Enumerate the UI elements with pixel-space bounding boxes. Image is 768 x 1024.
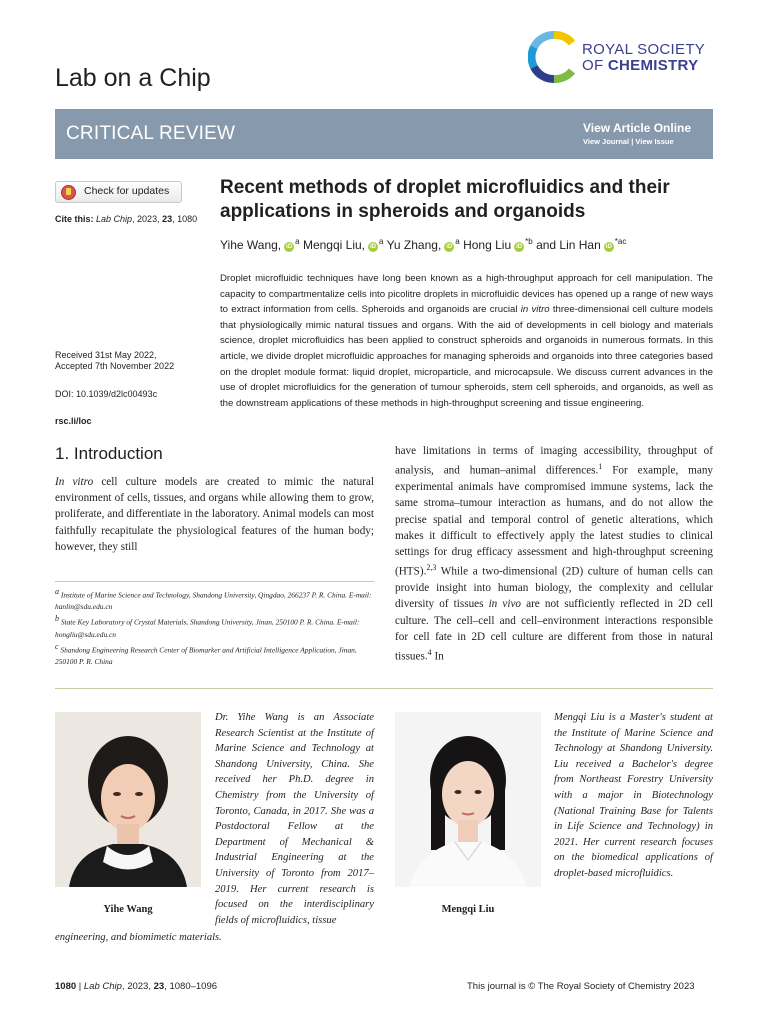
view-article-online-link[interactable]: View Article Online	[583, 121, 692, 135]
view-journal-link[interactable]: View Journal	[583, 137, 630, 146]
doi: DOI: 10.1039/d2lc00493c	[55, 389, 158, 399]
divider	[55, 688, 713, 689]
rsc-logo[interactable]	[528, 31, 718, 83]
body-text-col1: In vitro cell culture models are created to mimic the natural environment of cells, tissues, and organs while allowing them to grow, proliferate, and differentiate in the laboratory. Animal models can most faithfully recapitulate the physiological features of the human body; however, they still	[55, 476, 374, 553]
bio-text: Mengqi Liu is a Master's student at the Institute of Marine Science and Technology at Shandong University. Liu received a Bachelor's degree from Northeast Forestry University with a major in Biotechnology (National Training Base for Talents in Life Science and Technology) in 2021. Her current research focuses on the biomedical applications of droplet-based microfluidics.	[554, 712, 713, 879]
orcid-icon[interactable]: iD	[516, 244, 523, 250]
update-icon	[61, 185, 76, 200]
divider	[55, 581, 374, 582]
bio-text-continued: engineering, and biomimetic materials.	[55, 932, 222, 943]
author-photo	[395, 712, 541, 887]
affiliation: $^a$ Institute of Marine Science and Technology, Shandong University, Qingdao, 266237 P. R. China. E-mail: hanlin@sdu.edu.cn	[55, 587, 372, 612]
orcid-icon[interactable]: iD	[286, 244, 293, 250]
article-title: Recent methods of droplet microfluidics and their applications in spheroids and organoids	[220, 177, 670, 222]
bio-text: Dr. Yihe Wang is an Associate Research Scientist at the Institute of Marine Science and Technology at Shandong University, China. She received her Ph.D. degree in Chemistry from the University of Toronto, Canada, in 2017. She was a Postdoctoral Fellow at the Department of Mechanical & Industrial Engineering at the University of Toronto from 2017–2019. Her current research is focused on the interdisciplinary fields of microfluidics, tissue	[215, 712, 374, 926]
publisher-name: ROYAL SOCIETY OF CHEMISTRY	[582, 41, 706, 74]
author: Yihe Wang, $iD^a$	[220, 237, 300, 252]
orcid-icon[interactable]: iD	[605, 244, 612, 250]
section-heading: 1. Introduction	[55, 444, 163, 463]
author: Yu Zhang, $iD^a$	[386, 237, 460, 252]
bio-name: Yihe Wang	[103, 904, 153, 915]
footer-citation: 1080 | Lab Chip, 2023, 23, 1080–1096	[55, 981, 218, 992]
author: Hong Liu $iD^{*b}$	[463, 237, 533, 252]
journal-title: Lab on a Chip	[55, 64, 211, 92]
orcid-icon[interactable]: iD	[370, 244, 376, 250]
view-issue-link[interactable]: View Issue	[635, 137, 674, 146]
section-label: CRITICAL REVIEW	[66, 123, 236, 144]
rsc-logo-icon	[528, 31, 580, 83]
check-for-updates-button[interactable]: Check for updates	[55, 181, 182, 203]
body-text-col2: have limitations in terms of imaging accessibility, throughput of analysis, and human–animal differences.$^1$ For example, many experimental animals have compromised immune systems, lack the same stroma–tumour interaction as humans, and do not allow the precise spatial and temporal control of genetic alterations, which makes it difficult to effectively apply the latest studies to clinical settings for drug efficacy assessment and high-throughput screening (HTS).$^{2,3}$ While a two-dimensional (2D) culture of human cells can provide insight into human biology, the complexity and cellular diversity of tissues in vivo are not sufficiently reflected in 2D cell culture. The cell–cell and cell–environment interactions responsible for cell fate in 2D cell culture are different from those in natural tissues.$^4$ In	[395, 445, 714, 663]
abstract: Droplet microfluidic techniques have long been known as a high-throughput approach for cell manipulation. The capacity to compartmentalize cells into picolitre droplets in microfluidic devices has opened up a range of new ways to extract information from cells. Spheroids and organoids are crucial in vitro three-dimensional cell culture models that physiologically mimic natural tissues and organs. With the aid of developments in cell biology and materials science, droplet microfluidics has been applied to construct spheroids and organoids in numerous formats. In this article, we divide droplet microfluidic approaches for managing spheroids and organoids into three categories based on the droplet module format: liquid droplet, microparticle, and microcapsule. We discuss current advances in the use of droplet microfluidics for the generation of tumour spheroids, stem cell spheroids, and organoids, as well as the downstream applications of these methods in high-throughput screening and tissue engineering.	[220, 273, 713, 409]
author-list	[220, 237, 626, 252]
footer-copyright: This journal is © The Royal Society of Chemistry 2023	[467, 981, 695, 992]
affiliations	[55, 586, 374, 668]
author: Mengqi Liu, $iD^a$	[302, 237, 384, 252]
affiliation: $^b$ State Key Laboratory of Crystal Materials, Shandong University, Jinan, 250100 P. R. China. E-mail: hongliu@sdu.edu.cn	[55, 614, 360, 639]
author-photo	[55, 712, 201, 887]
affiliation: $^c$ Shandong Engineering Research Center of Biomarker and Artificial Intelligence Application, Jinan, 250100 P. R. China	[55, 641, 357, 667]
citation: Cite this: Lab Chip, 2023, 23, 1080	[55, 214, 198, 224]
orcid-icon[interactable]: iD	[446, 244, 453, 250]
dates: Received 31st May 2022, Accepted 7th November 2022	[55, 350, 175, 371]
journal-short-link[interactable]: rsc.li/loc	[55, 416, 92, 426]
author: and Lin Han $iD^{*ac}$	[536, 237, 627, 252]
bio-name: Mengqi Liu	[441, 904, 495, 915]
journal-issue-links: View Journal | View Issue	[583, 137, 674, 146]
